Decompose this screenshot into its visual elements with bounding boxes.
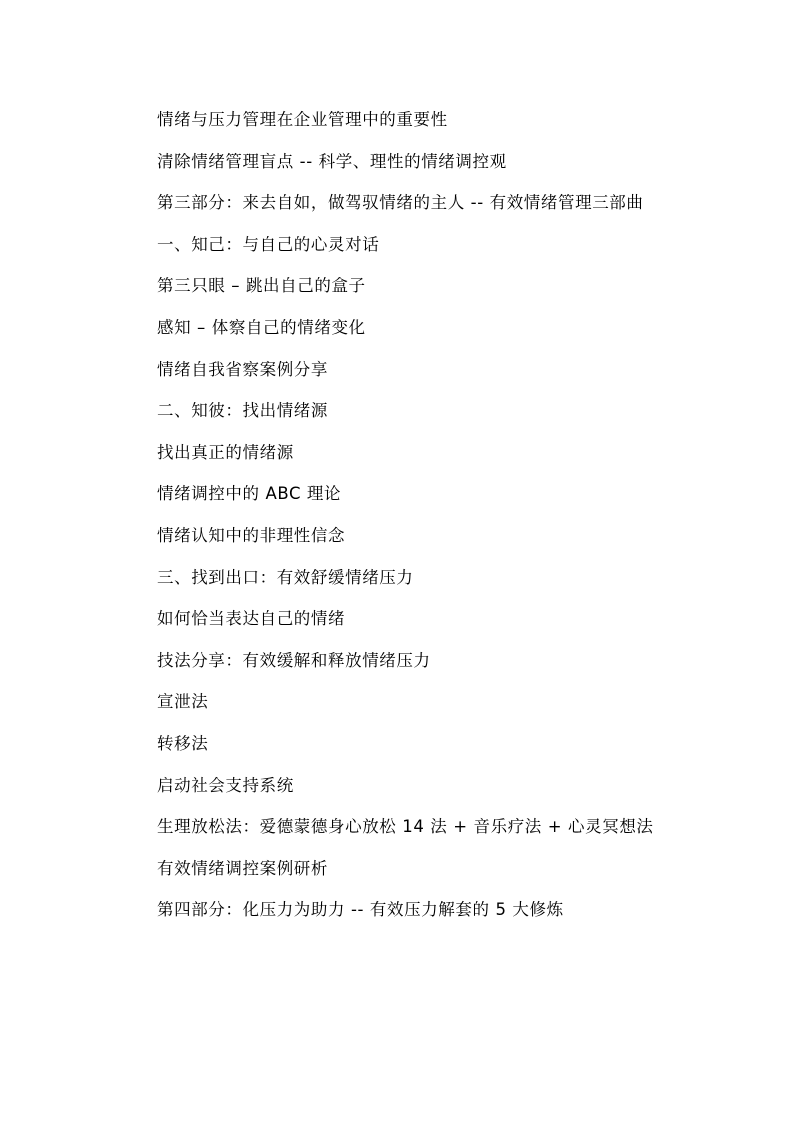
paragraph: 有效情绪调控案例研析 [157,858,328,878]
paragraph: 三、找到出口：有效舒缓情绪压力 [157,567,414,587]
paragraph: 情绪与压力管理在企业管理中的重要性 [157,110,448,129]
paragraph: 情绪自我省察案例分享 [157,359,328,379]
paragraph: 宣泄法 [157,692,209,712]
paragraph: 情绪调控中的 ABC 理论 [157,484,342,504]
paragraph: 清除情绪管理盲点 -- 科学、理性的情绪调控观 [157,151,507,171]
paragraph: 如何恰当表达自己的情绪 [157,609,346,629]
paragraph: 二、知彼：找出情绪源 [157,401,328,421]
document-body [120,99,680,931]
paragraph: 情绪认知中的非理性信念 [157,525,346,545]
paragraph: 启动社会支持系统 [157,775,294,795]
paragraph: 找出真正的情绪源 [157,442,294,462]
paragraph: 一、知己：与自己的心灵对话 [157,234,380,254]
paragraph: 生理放松法：爱德蒙德身心放松 14 法 + 音乐疗法 + 心灵冥想法 [157,817,654,837]
paragraph: 技法分享：有效缓解和释放情绪压力 [157,650,431,670]
paragraph: 第四部分：化压力为助力 -- 有效压力解套的 5 大修炼 [157,900,564,920]
paragraph: 第三部分：来去自如，做驾驭情绪的主人 -- 有效情绪管理三部曲 [157,193,644,213]
paragraph: 第三只眼 – 跳出自己的盒子 [157,276,366,296]
paragraph: 感知 – 体察自己的情绪变化 [157,317,366,337]
paragraph: 转移法 [157,733,209,753]
